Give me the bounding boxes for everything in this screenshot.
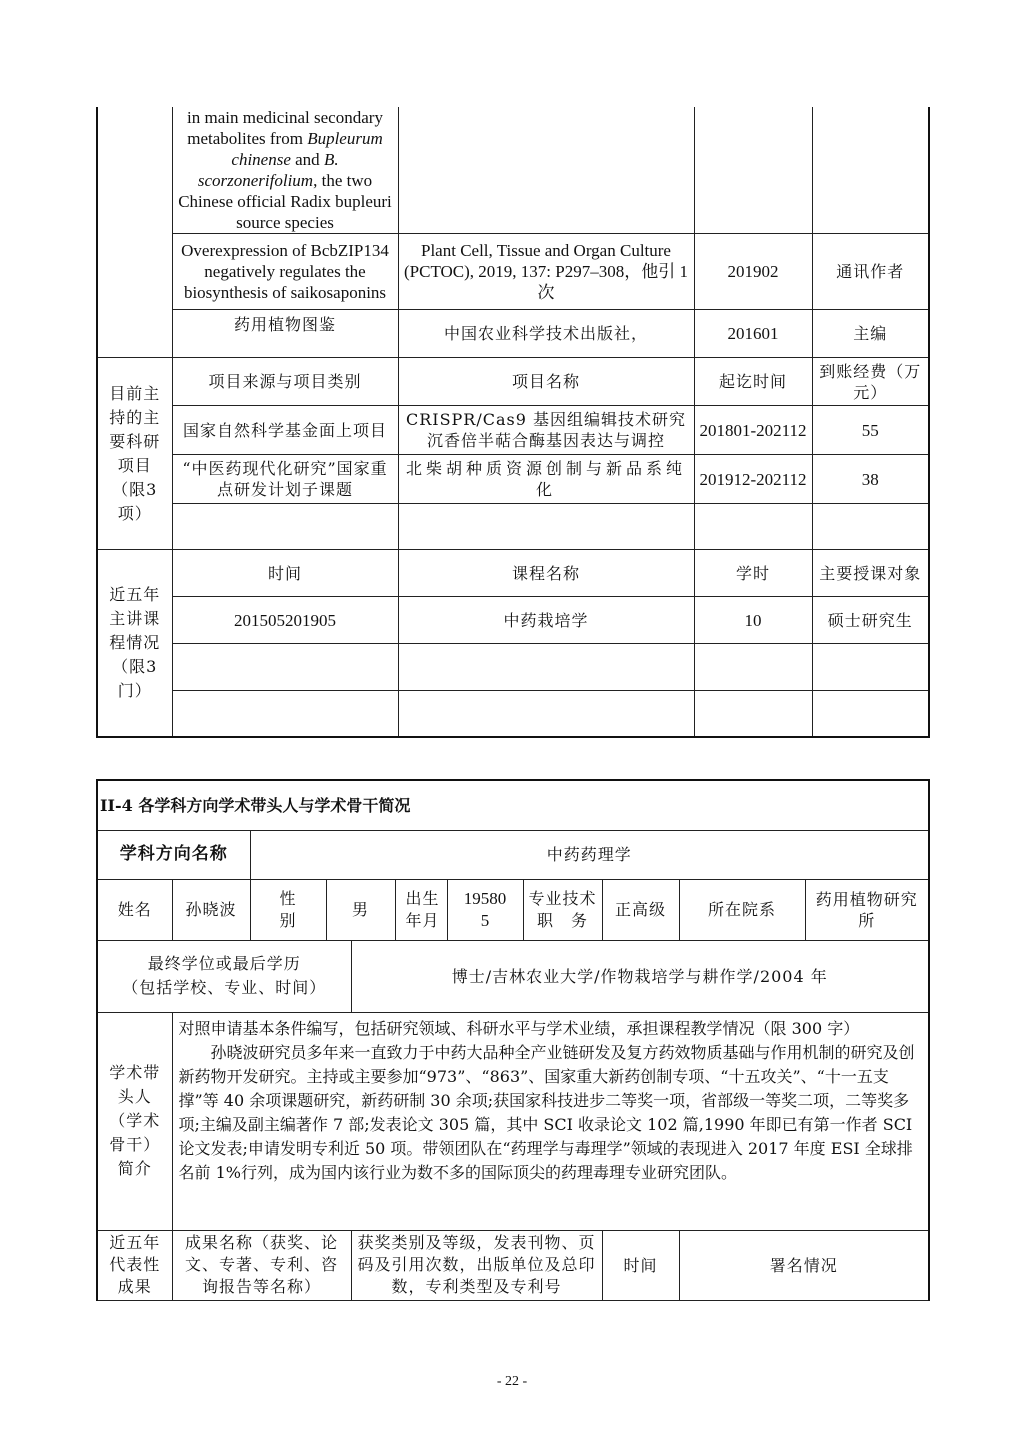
discipline-row [97,830,929,879]
paper-date: 201902 [694,234,812,310]
continued-table [96,107,930,738]
course-audience: 硕士研究生 [812,597,929,644]
paper-role: 通讯作者 [812,234,929,310]
bio-instruction: 对照申请基本条件编写，包括研究领域、科研水平与学术业绩，承担课程教学情况（限 300 字） [178,1018,860,1038]
paper-date [694,107,812,234]
course-row [97,691,929,737]
course-name [398,691,694,737]
project-name: 北柴胡种质资源创制与新品系纯化 [398,455,694,504]
course-time [172,644,398,691]
bio-label: 学术带头人（学术骨干）简介 [97,1012,172,1230]
birth-value: 195805 [447,879,523,940]
course-time [172,691,398,737]
projects-header-source: 项目来源与项目类别 [172,358,398,406]
projects-header-funding: 到账经费（万元） [812,358,929,406]
paper-title: in main medicinal secondary metabolites from Bupleurum chinense and B. scorzonerifolium, the two Chinese official Radix bupleuri source species [172,107,398,234]
course-hours: 10 [694,597,812,644]
project-name [398,504,694,550]
courses-header-audience: 主要授课对象 [812,550,929,597]
achievements-header-publication: 获奖类别及等级，发表刊物、页码及引用次数，出版单位及总印数，专利类型及专利号 [351,1230,602,1300]
project-source [172,504,398,550]
course-audience [812,644,929,691]
project-row [97,406,929,455]
project-period [694,504,812,550]
project-funding [812,504,929,550]
section-title-row [97,780,929,830]
paper-title: 药用植物图鉴 [172,310,398,358]
bio-content [172,1012,929,1230]
degree-label: 最终学位或最后学历 （包括学校、专业、时间） [97,940,351,1012]
achievements-header-time: 时间 [602,1230,679,1300]
paper-journal [398,107,694,234]
left-label-cell [97,107,172,358]
achievements-header-name: 成果名称（获奖、论文、专著、专利、咨询报告等名称） [172,1230,351,1300]
courses-header-row [97,550,929,597]
name-label: 姓名 [97,879,172,940]
paper-journal: 中国农业科学技术出版社， [398,310,694,358]
section-title: II-4 各学科方向学术带头人与学术骨干简况 [97,780,929,830]
courses-header-time: 时间 [172,550,398,597]
paper-row [97,234,929,310]
bio-row [97,1012,929,1230]
projects-header-name: 项目名称 [398,358,694,406]
project-period: 201912-202112 [694,455,812,504]
course-name [398,644,694,691]
achievements-label: 近五年代表性成果 [97,1230,172,1300]
project-period: 201801-202112 [694,406,812,455]
course-time: 201505201905 [172,597,398,644]
course-audience [812,691,929,737]
projects-header-period: 起讫时间 [694,358,812,406]
course-name: 中药栽培学 [398,597,694,644]
degree-row [97,940,929,1012]
projects-label: 目前主持的主要科研项目（限3项） [97,358,172,550]
project-name: CRISPR/Cas9 基因组编辑技术研究沉香倍半萜合酶基因表达与调控 [398,406,694,455]
project-row [97,455,929,504]
project-funding: 55 [812,406,929,455]
project-row [97,504,929,550]
course-row [97,644,929,691]
basic-info-row [97,879,929,940]
paper-row [97,310,929,358]
dept-label: 所在院系 [679,879,805,940]
discipline-value: 中药药理学 [250,830,929,879]
course-hours [694,691,812,737]
birth-label: 出生年月 [395,879,447,940]
leader-profile-table [96,779,930,1301]
paper-title: Overexpression of BcbZIP134 negatively regulates the biosynthesis of saikosaponins [172,234,398,310]
project-source: “中医药现代化研究”国家重点研发计划子课题 [172,455,398,504]
degree-value: 博士/吉林农业大学/作物栽培学与耕作学/2004 年 [351,940,929,1012]
achievements-header-authorship: 署名情况 [679,1230,929,1300]
project-funding: 38 [812,455,929,504]
paper-row [97,107,929,234]
achievements-header-row [97,1230,929,1300]
discipline-label: 学科方向名称 [97,830,250,879]
dept-value: 药用植物研究所 [805,879,929,940]
title-value: 正高级 [602,879,679,940]
title-label: 专业技术职 务 [523,879,602,940]
course-row [97,597,929,644]
courses-header-hours: 学时 [694,550,812,597]
courses-header-name: 课程名称 [398,550,694,597]
paper-date: 201601 [694,310,812,358]
name-value: 孙晓波 [172,879,250,940]
paper-role [812,107,929,234]
paper-journal: Plant Cell, Tissue and Organ Culture (PCTOC), 2019, 137: P297–308，他引 1 次 [398,234,694,310]
bio-text: 孙晓波研究员多年来一直致力于中药大品种全产业链研发及复方药效物质基础与作用机制的研究及创新药物开发研究。主持或主要参加“973”、“863”、国家重大新药创制专项、“十五攻关”、“十一五支撑”等 40 余项课题研究，新药研制 30 余项;获国家科技进步二等奖一项，省部级一等奖二项，二等奖多项;主编及副主编著作 7 部;发表论文 305 篇，其中 SCI 收录论文 102 篇,1990 年即已有第一作者 SCI 论文发表;申请发明专利近 50 项。带领团队在“药理学与毒理学”领域的表现进入 2017 年度 ESI 全球排名前 1%行列，成为国内该行业为数不多的国际顶尖的药理毒理专业研究团队。 [178,1042,915,1182]
courses-label: 近五年主讲课程情况（限3门） [97,550,172,737]
gender-value: 男 [326,879,395,940]
page-number: - 22 - [496,1374,528,1389]
projects-header-row [97,358,929,406]
project-source: 国家自然科学基金面上项目 [172,406,398,455]
course-hours [694,644,812,691]
paper-role: 主编 [812,310,929,358]
gender-label: 性别 [250,879,326,940]
